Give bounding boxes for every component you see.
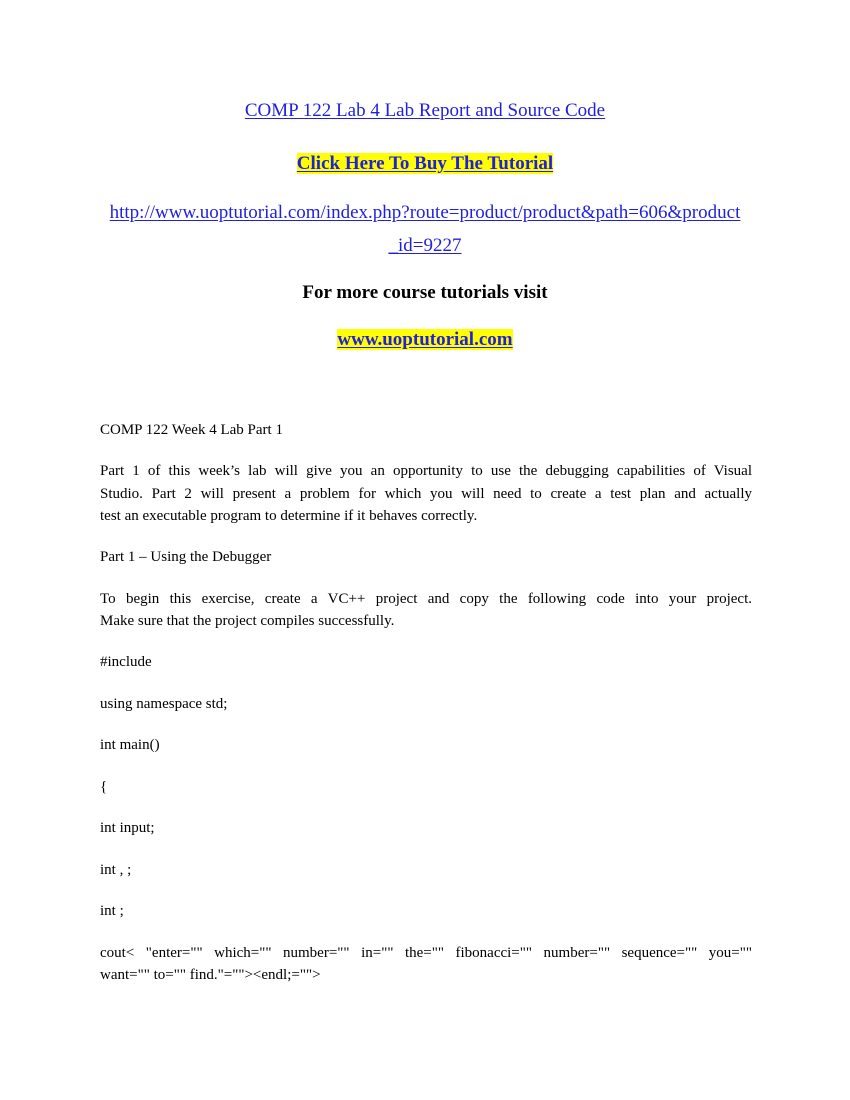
cout-line-1: cout< "enter="" which="" number="" in="" the="" fibonacci="" number="" sequence="" you=""	[100, 945, 752, 961]
paragraph-2-line-2: Make sure that the project compiles successfully.	[100, 613, 395, 629]
code-line: int main()	[100, 737, 160, 753]
product-url-link-line2[interactable]: _id=9227	[388, 235, 462, 256]
part-1-heading: Part 1 – Using the Debugger	[100, 549, 272, 565]
more-tutorials-text: For more course tutorials visit	[302, 282, 548, 303]
code-line: using namespace std;	[100, 696, 228, 712]
code-line: int , ;	[100, 862, 132, 878]
site-link[interactable]: www.uoptutorial.com	[337, 329, 513, 350]
code-line: int input;	[100, 820, 155, 836]
section-heading: COMP 122 Week 4 Lab Part 1	[100, 422, 283, 438]
buy-tutorial-link[interactable]: Click Here To Buy The Tutorial	[296, 153, 554, 174]
paragraph-2-line-1: To begin this exercise, create a VC++ project and copy the following code into your project.	[100, 591, 752, 607]
paragraph-1-line-3: test an executable program to determine if it behaves correctly.	[100, 508, 478, 524]
title-link[interactable]: COMP 122 Lab 4 Lab Report and Source Code	[244, 100, 606, 121]
site-link-row	[0, 329, 850, 351]
code-line: int ;	[100, 903, 124, 919]
paragraph-1-line-2: Studio. Part 2 will present a problem for which you will need to create a test plan and actually	[100, 486, 752, 502]
paragraph-1-line-1: Part 1 of this week’s lab will give you an opportunity to use the debugging capabilities of Visual	[100, 463, 752, 479]
code-line: {	[100, 779, 108, 795]
code-line: #include	[100, 654, 152, 670]
product-url-link-line1[interactable]: http://www.uoptutorial.com/index.php?route=product/product&path=606&product	[109, 202, 741, 223]
cout-line-2: want="" to="" find."=""><endl;="">	[100, 967, 321, 983]
buy-tutorial-row	[0, 153, 850, 175]
